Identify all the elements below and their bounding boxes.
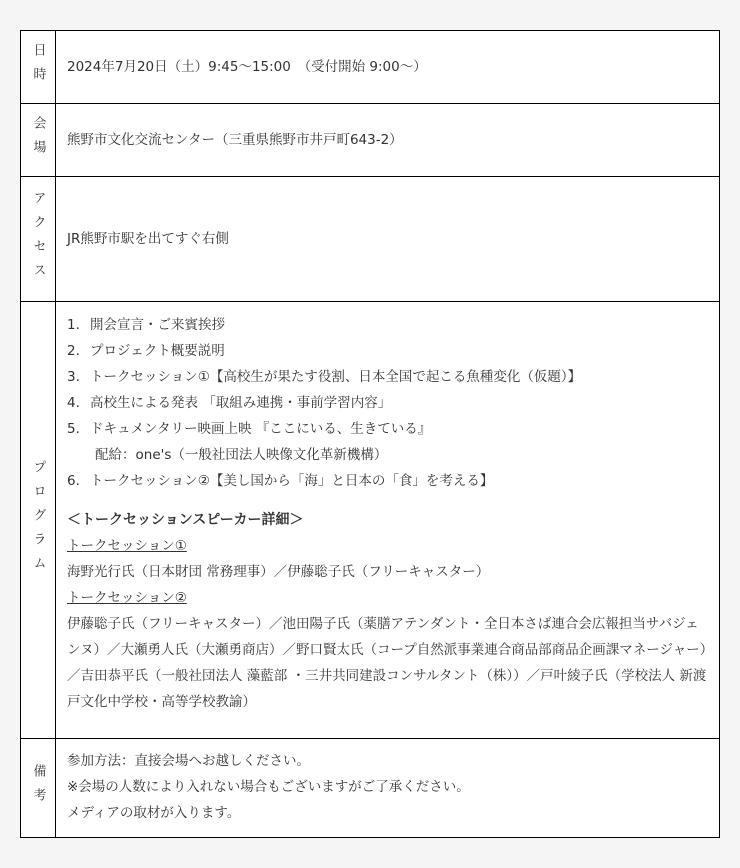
film-distribution-note: 配給：one's（一般社団法人映像文化革新機構） (95, 447, 388, 463)
session1-speakers: 海野光行氏（日本財団 常務理事）／伊藤聡子氏（フリーキャスター） (67, 564, 490, 580)
notes-row (21, 739, 719, 837)
notes-line: ※会場の人数により入れない場合もございますがご了承ください。 (67, 779, 470, 795)
date-content-cell (56, 31, 719, 103)
program-item-number: 2. (67, 343, 80, 359)
program-item-text: トークセッション②【美し国から「海」と日本の「食」を考える】 (90, 473, 494, 489)
program-item-text: 開会宣言・ご来賓挨拶 (90, 317, 225, 333)
event-info-table (20, 30, 720, 838)
program-item-number: 3. (67, 369, 80, 385)
speakers-heading: ＜トークセッションスピーカー詳細＞ (67, 512, 304, 528)
program-item (67, 312, 709, 338)
program-item (67, 364, 709, 390)
program-item-number: 5. (67, 421, 80, 437)
program-item-text: トークセッション①【高校生が果たす役割、日本全国で起こる魚種変化（仮題）】 (90, 369, 582, 385)
session2-title: トークセッション② (67, 590, 187, 606)
program-item-number: 6. (67, 473, 80, 489)
access-label-cell (21, 177, 56, 301)
program-item-text: 高校生による発表 「取組み連携・事前学習内容」 (90, 395, 392, 411)
program-item (67, 468, 709, 494)
notes-line: 参加方法：直接会場へお越しください。 (67, 753, 310, 769)
program-label-cell (21, 302, 56, 738)
notes-line: メディアの取材が入ります。 (67, 805, 241, 821)
session2-speakers: 伊藤聡子氏（フリーキャスター）／池田陽子氏（薬膳アテンダント・全日本さば連合会広報担当サバジェンヌ）／大瀬勇人氏（大瀬勇商店）／野口賢太氏（コープ自然派事業連合商品部商品企画課マネージャー）／吉田恭平氏（一般社団法人 藻藍部 ・三井共同建設コンサルタント（株））／戸叶綾子氏（学校法人 新渡戸文化中学校・高等学校教諭） (67, 616, 707, 710)
notes-label: 備考 (30, 764, 46, 812)
program-item (67, 416, 709, 442)
session1-title: トークセッション① (67, 538, 187, 554)
program-item (67, 338, 709, 364)
date-label-cell (21, 31, 56, 103)
program-item-number: 4. (67, 395, 80, 411)
access-value: JR熊野市駅を出てすぐ右側 (67, 231, 229, 247)
venue-content-cell (56, 104, 719, 176)
program-content-cell (56, 302, 719, 738)
program-item (67, 390, 709, 416)
date-label: 日時 (30, 43, 46, 91)
venue-label: 会場 (30, 116, 46, 164)
notes-content-cell (56, 739, 719, 837)
top-strip (0, 0, 740, 30)
venue-row (21, 104, 719, 177)
program-label: プログラム (30, 460, 46, 580)
program-item-text: プロジェクト概要説明 (90, 343, 225, 359)
date-value: 2024年7月20日（土）9:45～15:00 （受付開始 9:00～） (67, 59, 427, 75)
date-row (21, 31, 719, 104)
access-content-cell (56, 177, 719, 301)
access-label: アクセス (30, 191, 46, 287)
venue-label-cell (21, 104, 56, 176)
access-row (21, 177, 719, 302)
notes-label-cell (21, 739, 56, 837)
venue-value: 熊野市文化交流センター（三重県熊野市井戸町643-2） (67, 132, 403, 148)
program-list (67, 302, 709, 494)
program-item-text: ドキュメンタリー映画上映 『ここにいる、生きている』 (90, 421, 432, 437)
program-row (21, 302, 719, 739)
program-item-number: 1. (67, 317, 80, 333)
